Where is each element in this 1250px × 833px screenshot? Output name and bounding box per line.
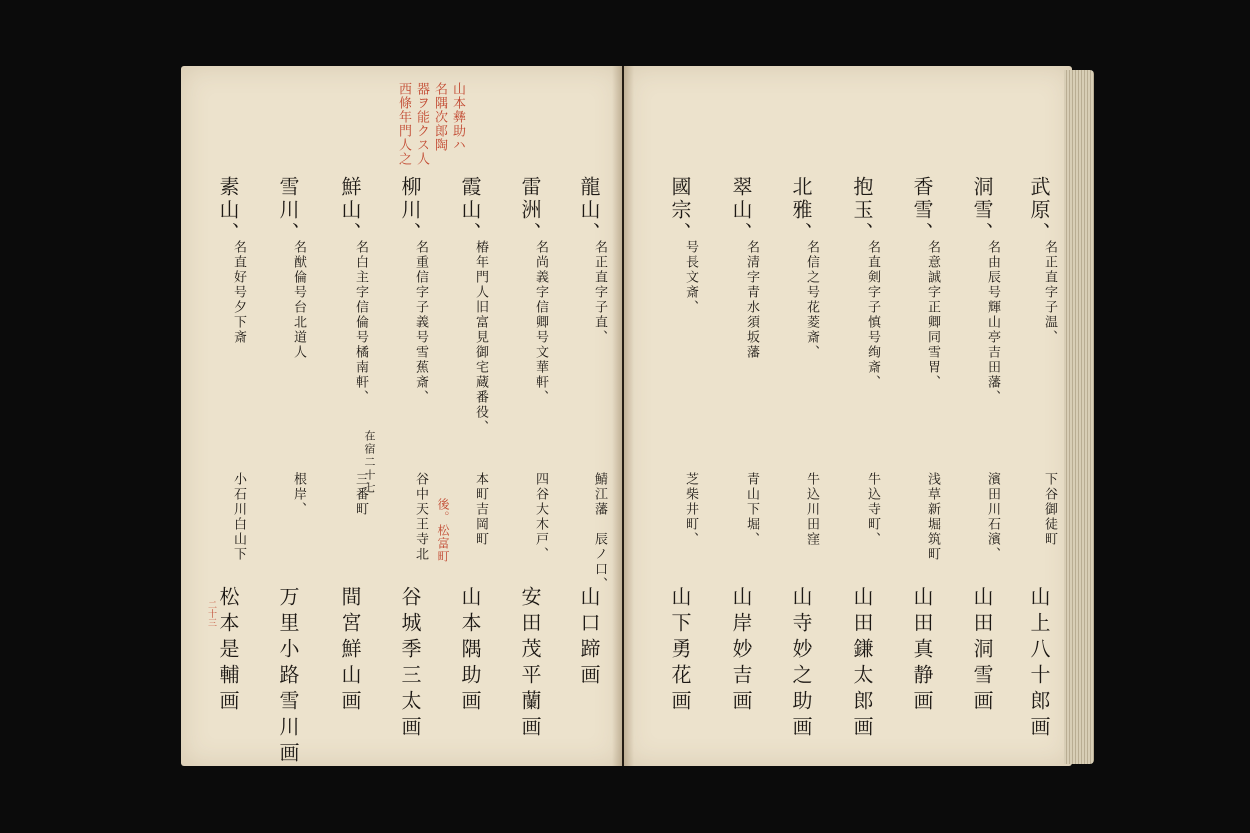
entry-column	[717, 176, 759, 746]
entry-detail: 名猷倫号台北道人	[291, 240, 306, 360]
entry-artist: 山口蹄画	[577, 586, 601, 690]
entry-detail: 名直剣字子慎号绚斎、	[865, 240, 880, 390]
entry-artist: 山下勇花画	[668, 586, 692, 716]
entry-address: 小石川白山下	[231, 472, 246, 562]
entry-detail: 名正直字子温、	[1042, 240, 1057, 345]
entry-artist: 山岸妙吉画	[729, 586, 753, 716]
entry-detail: 名意誠字正卿同雪胃、	[925, 240, 940, 390]
entry-column	[506, 176, 548, 746]
entry-name: 素山、	[216, 176, 240, 245]
entry-name: 抱玉、	[850, 176, 874, 245]
entry-artist: 山上八十郎画	[1027, 586, 1051, 742]
entry-artist: 間宮鮮山画	[338, 586, 362, 716]
entry-column	[898, 176, 940, 746]
entry-name: 北雅、	[789, 176, 813, 245]
entry-address: 下谷御徒町	[1042, 472, 1057, 547]
entry-column	[446, 176, 488, 746]
entry-detail: 名白主字信倫号橘南軒、	[353, 240, 368, 405]
entry-detail: 号長文斎、	[683, 240, 698, 315]
entry-artist: 松本是輔画	[216, 586, 240, 716]
entry-artist: 山田洞雪画	[970, 586, 994, 716]
entry-detail: 名清字青水須坂藩	[744, 240, 759, 360]
entry-column	[264, 176, 306, 768]
entry-artist: 山本隅助画	[458, 586, 482, 716]
entry-name: 鮮山、	[338, 176, 362, 245]
entry-column	[1015, 176, 1057, 746]
entry-column	[204, 176, 246, 746]
entry-detail: 名尚義字信卿号文華軒、	[533, 240, 548, 405]
entry-column	[565, 176, 607, 746]
entry-column	[958, 176, 1000, 746]
red-annotation-line: 名隅次郎陶	[432, 82, 447, 152]
entry-address: 四谷大木戸、	[533, 472, 548, 562]
entry-detail: 椿年門人旧富見御宅蔵番役、	[473, 240, 488, 435]
book-gutter	[612, 66, 634, 766]
entry-column	[656, 176, 698, 746]
page-edges	[1064, 70, 1094, 764]
entry-address: 浅草新堀筑町	[925, 472, 940, 562]
entry-column	[838, 176, 880, 746]
red-annotation-line: 西條年門人之	[396, 82, 411, 166]
entry-name: 洞雪、	[970, 176, 994, 245]
entry-name: 武原、	[1027, 176, 1051, 245]
entry-name: 雷洲、	[518, 176, 542, 245]
entry-artist: 万里小路雪川画	[276, 586, 300, 768]
entry-address: 鯖江藩 辰ノ口、	[592, 472, 607, 592]
red-annotation-line: 器ヲ能クス人	[414, 82, 429, 166]
red-annotation	[397, 82, 464, 182]
entry-address: 牛込川田窪	[804, 472, 819, 547]
entry-column	[386, 176, 428, 746]
entry-artist: 山田鎌太郎画	[850, 586, 874, 742]
entry-detail: 名信之号花菱斎、	[804, 240, 819, 360]
entry-address: 牛込寺町、	[865, 472, 880, 547]
entry-detail: 名由辰号輝山亭吉田藩、	[985, 240, 1000, 405]
entry-detail: 名正直字子直、	[592, 240, 607, 345]
entry-name: 霞山、	[458, 176, 482, 245]
entry-name: 柳川、	[398, 176, 422, 245]
entry-address: 芝柴井町、	[683, 472, 698, 547]
red-annotation-line: 山本彝助ハ	[450, 82, 465, 152]
entry-address: 三番町	[353, 472, 368, 517]
page-number: 二十三	[206, 600, 216, 627]
red-insert-note: 後。松富町	[436, 498, 450, 563]
small-note: 在宿二十七	[363, 430, 376, 495]
entry-detail: 名直好号夕下斎	[231, 240, 246, 345]
entry-address: 濱田川石濱、	[985, 472, 1000, 562]
entry-address: 根岸、	[291, 472, 306, 517]
entry-name: 翠山、	[729, 176, 753, 245]
entry-column	[777, 176, 819, 746]
entry-address: 青山下堀、	[744, 472, 759, 547]
entry-address: 本町吉岡町	[473, 472, 488, 547]
entry-address: 谷中天王寺北	[413, 472, 428, 562]
entry-name: 國宗、	[668, 176, 692, 245]
entry-artist: 山寺妙之助画	[789, 586, 813, 742]
entry-detail: 名重信字子義号雪蕉斎、	[413, 240, 428, 405]
entry-artist: 山田真静画	[910, 586, 934, 716]
entry-name: 雪川、	[276, 176, 300, 245]
entry-artist: 安田茂平蘭画	[518, 586, 542, 742]
entry-artist: 谷城季三太画	[398, 586, 422, 742]
entry-name: 龍山、	[577, 176, 601, 245]
entry-name: 香雪、	[910, 176, 934, 245]
